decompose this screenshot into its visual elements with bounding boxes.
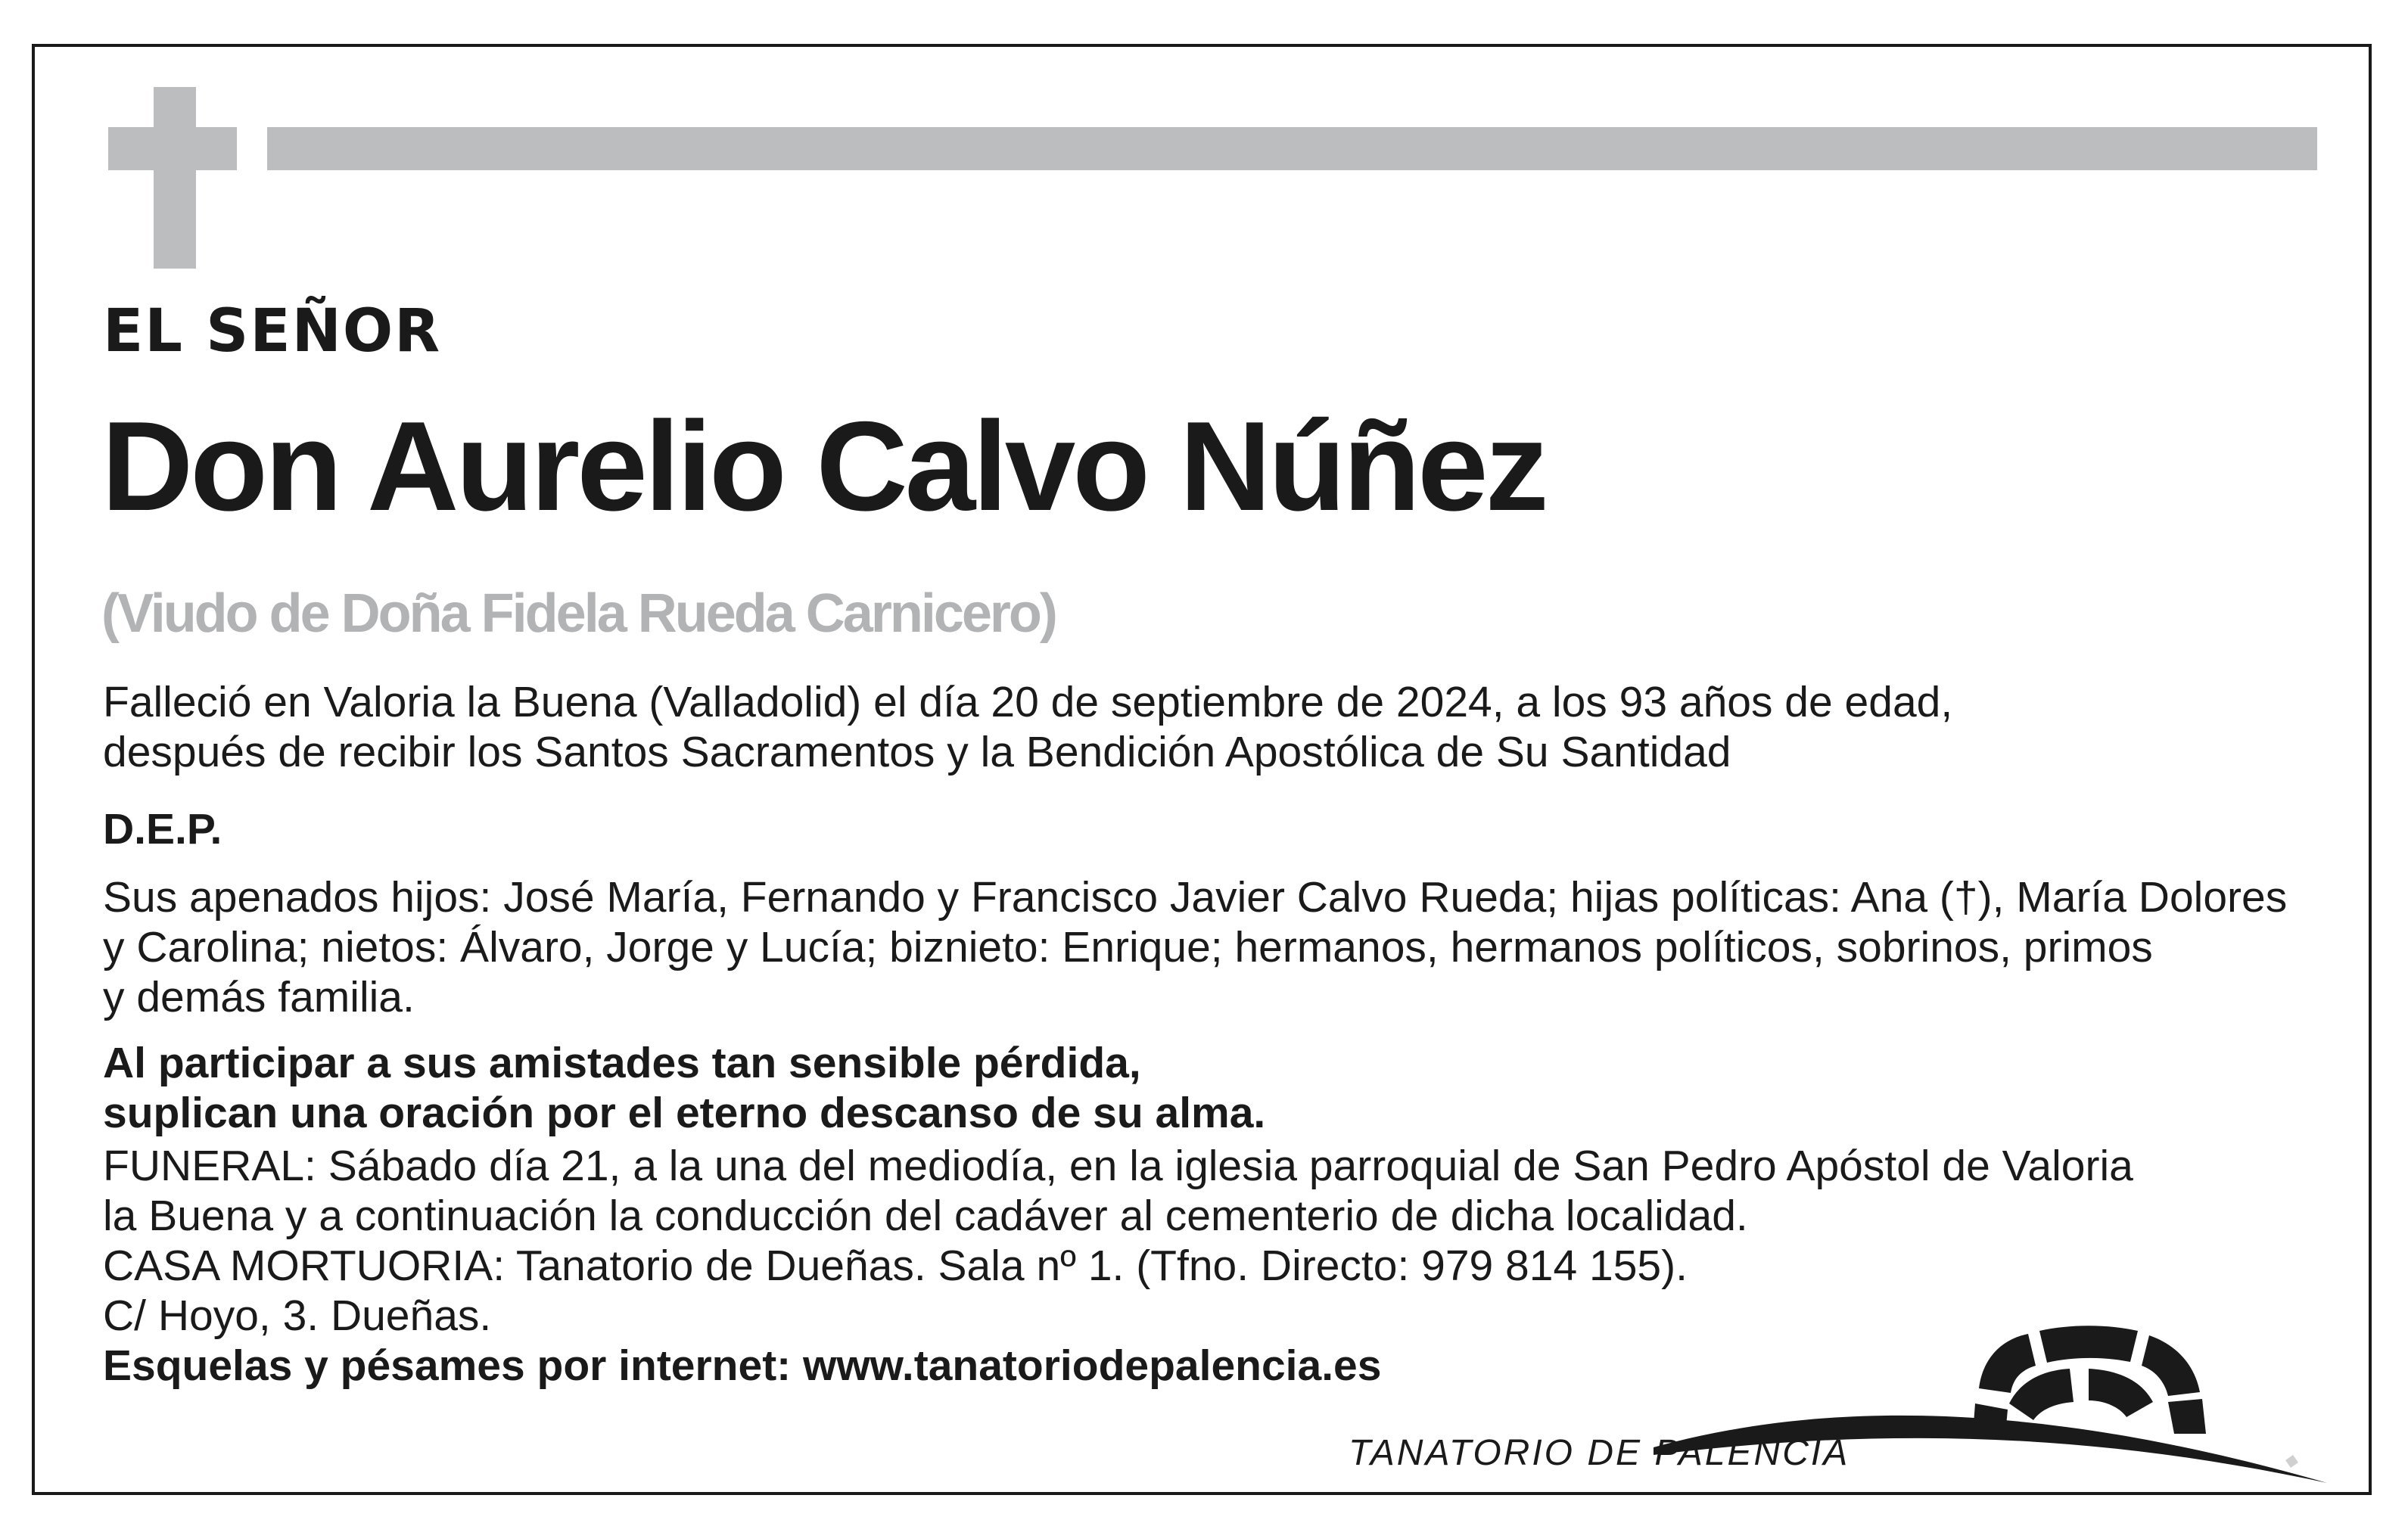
death-announcement — [103, 677, 1952, 777]
heading-title: EL SEÑOR — [103, 297, 442, 365]
family-line: y demás familia. — [103, 973, 415, 1021]
header-rule — [267, 127, 2317, 170]
family-line: y Carolina; nietos: Álvaro, Jorge y Lucía; biznieto: Enrique; hermanos, hermanos políticos, sobrinos, primos — [103, 923, 2153, 971]
death-line: después de recibir los Santos Sacramentos y la Bendición Apostólica de Su Santidad — [103, 728, 1731, 776]
family-line: Sus apenados hijos: José María, Fernando y Francisco Javier Calvo Rueda; hijas políticas: Ana (†), María Dolores — [103, 873, 2288, 922]
plea-line: suplican una oración por el eterno descanso de su alma. — [103, 1089, 1266, 1137]
dep-label: D.E.P. — [103, 805, 222, 853]
cross-icon — [154, 87, 196, 269]
online-condolences-link[interactable]: Esquelas y pésames por internet: www.tanatoriodepalencia.es — [103, 1341, 1382, 1390]
cross-icon-arm — [108, 127, 237, 170]
funeral-line: FUNERAL: Sábado día 21, a la una del mediodía, en la iglesia parroquial de San Pedro Apóstol de Valoria — [103, 1142, 2133, 1190]
deceased-name: Don Aurelio Calvo Núñez — [101, 395, 1546, 537]
tanatorio-logo-text: TANATORIO DE PALENCIA — [1349, 1433, 1850, 1473]
funeral-line: la Buena y a continuación la conducción del cadáver al cementerio de dicha localidad. — [103, 1192, 1748, 1240]
death-line: Falleció en Valoria la Buena (Valladolid) el día 20 de septiembre de 2024, a los 93 años de edad, — [103, 678, 1953, 726]
plea-line: Al participar a sus amistades tan sensible pérdida, — [103, 1039, 1141, 1087]
funeral-line: CASA MORTUORIA: Tanatorio de Dueñas. Sala nº 1. (Tfno. Directo: 979 814 155). — [103, 1242, 1688, 1290]
funeral-line: C/ Hoyo, 3. Dueñas. — [103, 1292, 492, 1340]
widow-of: (Viudo de Doña Fidela Rueda Carnicero) — [101, 583, 1056, 644]
prayer-request — [103, 1038, 1265, 1138]
family-list — [103, 872, 2287, 1022]
